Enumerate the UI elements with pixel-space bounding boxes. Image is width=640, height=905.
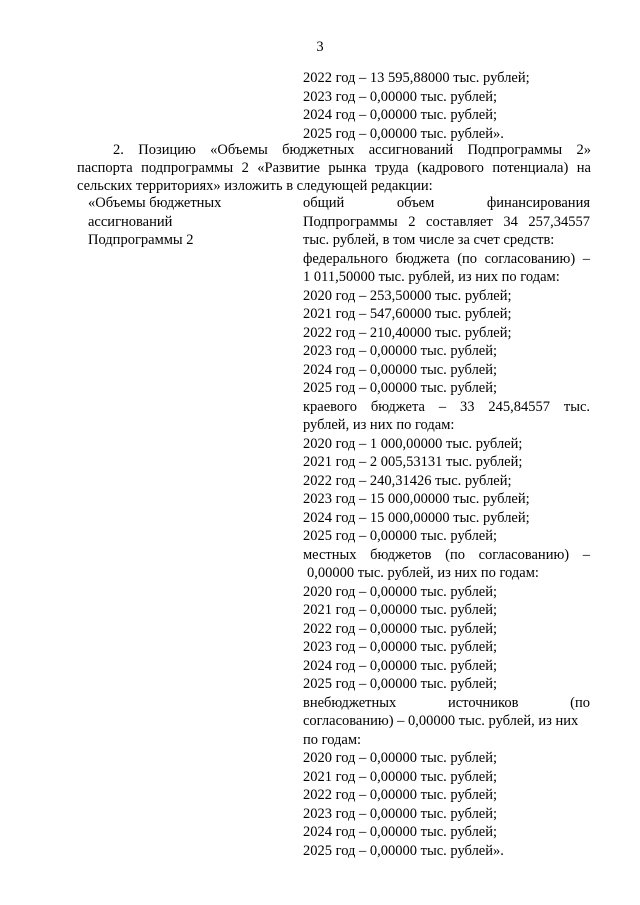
funding-line: 2024 год – 0,00000 тыс. рублей; xyxy=(303,107,498,123)
cell-line: 2024 год – 15 000,00000 тыс. рублей; xyxy=(303,509,530,526)
cell-line: 2023 год – 0,00000 тыс. рублей; xyxy=(303,343,498,359)
cell-line: общий объем финансирования xyxy=(303,195,590,211)
cell-line: ассигнований xyxy=(88,213,173,230)
cell-line: 2024 год – 0,00000 тыс. рублей; xyxy=(303,824,498,840)
cell-line: рублей, из них по годам: xyxy=(303,417,455,433)
funding-line: 2023 год – 0,00000 тыс. рублей; xyxy=(303,88,498,105)
cell-line: 2025 год – 0,00000 тыс. рублей; xyxy=(303,676,498,692)
cell-line: Подпрограммы 2 составляет 34 257,34557 xyxy=(303,213,590,230)
cell-line: 2022 год – 210,40000 тыс. рублей; xyxy=(303,324,512,341)
cell-line: 2023 год – 0,00000 тыс. рублей; xyxy=(303,639,498,655)
cell-line: 2025 год – 0,00000 тыс. рублей; xyxy=(303,380,498,396)
amendment-paragraph xyxy=(77,141,591,195)
position-content-cell xyxy=(303,194,590,860)
cell-line: 2022 год – 0,00000 тыс. рублей; xyxy=(303,787,498,803)
cell-line: 1 011,50000 тыс. рублей, из них по годам: xyxy=(303,269,560,285)
paragraph-line: паспорта подпрограммы 2 «Развитие рынка труда (кадрового потенциала) на xyxy=(77,160,591,176)
paragraph-line: сельских территориях» изложить в следующей редакции: xyxy=(77,178,433,194)
cell-line: 2020 год – 0,00000 тыс. рублей; xyxy=(303,750,498,766)
cell-line: 2021 год – 0,00000 тыс. рублей; xyxy=(303,768,498,785)
cell-line: 2020 год – 1 000,00000 тыс. рублей; xyxy=(303,435,523,452)
funding-line: 2022 год – 13 595,88000 тыс. рублей; xyxy=(303,70,530,86)
cell-line: 2022 год – 0,00000 тыс. рублей; xyxy=(303,620,498,637)
cell-line: федерального бюджета (по согласованию) – xyxy=(303,250,590,267)
cell-line: по годам: xyxy=(303,731,362,748)
cell-line: Подпрограммы 2 xyxy=(88,232,194,248)
cell-line: 2025 год – 0,00000 тыс. рублей; xyxy=(303,528,498,544)
page-number: 3 xyxy=(316,39,324,55)
cell-line: 2022 год – 240,31426 тыс. рублей; xyxy=(303,472,512,489)
cell-line: 2020 год – 253,50000 тыс. рублей; xyxy=(303,287,512,304)
funding-line: 2025 год – 0,00000 тыс. рублей». xyxy=(303,125,504,142)
cell-line: внебюджетных источников (по xyxy=(303,694,590,711)
cell-line: тыс. рублей, в том числе за счет средств: xyxy=(303,232,555,248)
cell-line: 2020 год – 0,00000 тыс. рублей; xyxy=(303,583,498,600)
cell-line: согласованию) – 0,00000 тыс. рублей, из них xyxy=(303,713,579,729)
cell-line: 2021 год – 0,00000 тыс. рублей; xyxy=(303,602,498,618)
cell-line: местных бюджетов (по согласованию) – xyxy=(303,546,590,563)
continued-funding-list xyxy=(303,69,530,143)
cell-line: 2021 год – 2 005,53131 тыс. рублей; xyxy=(303,454,523,470)
cell-line: 2024 год – 0,00000 тыс. рублей; xyxy=(303,657,498,674)
cell-line: 2021 год – 547,60000 тыс. рублей; xyxy=(303,306,512,322)
cell-line: 2024 год – 0,00000 тыс. рублей; xyxy=(303,361,498,378)
cell-line: 2023 год – 15 000,00000 тыс. рублей; xyxy=(303,491,530,507)
cell-line: 0,00000 тыс. рублей, из них по годам: xyxy=(307,565,539,581)
paragraph-line: 2. Позицию «Объемы бюджетных ассигнований Подпрограммы 2» xyxy=(113,142,591,158)
position-title-cell xyxy=(88,194,221,250)
cell-line: «Объемы бюджетных xyxy=(88,195,222,211)
cell-line: краевого бюджета – 33 245,84557 тыс. xyxy=(303,398,590,415)
cell-line: 2025 год – 0,00000 тыс. рублей». xyxy=(303,842,504,859)
cell-line: 2023 год – 0,00000 тыс. рублей; xyxy=(303,805,498,822)
